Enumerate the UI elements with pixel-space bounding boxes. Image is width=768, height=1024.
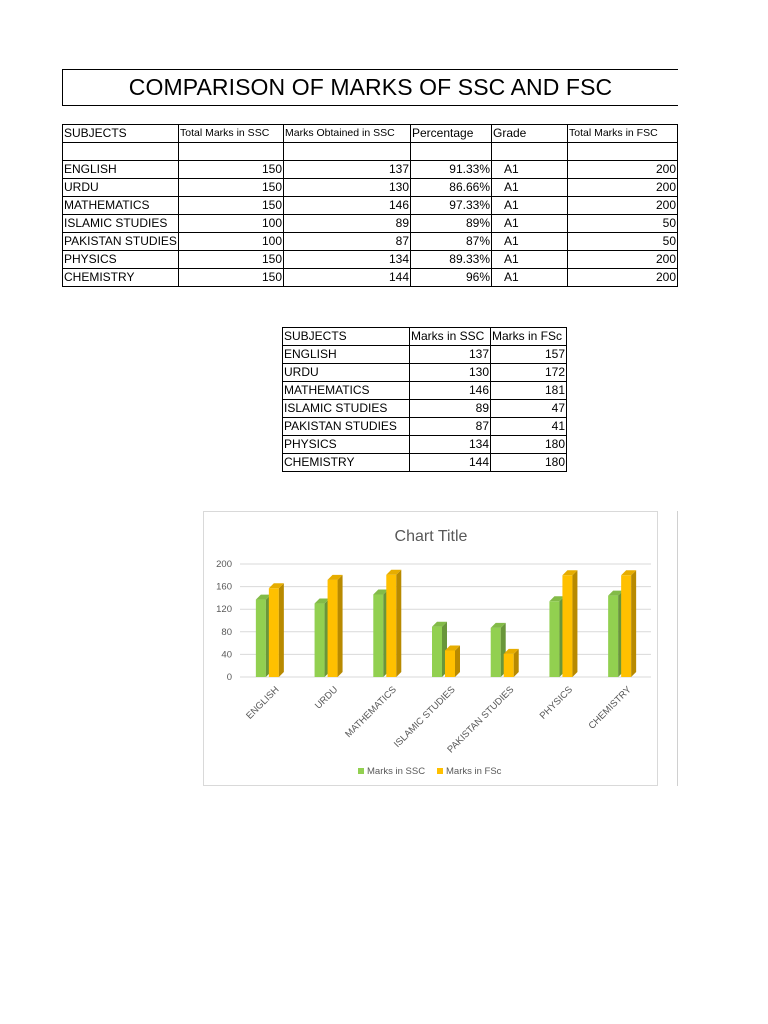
y-tick-label: 200	[216, 559, 232, 570]
x-tick-label: URDU	[313, 684, 341, 712]
chart-container[interactable]	[203, 511, 658, 786]
subject-cell[interactable]: ENGLISH	[283, 346, 410, 364]
table-row	[63, 268, 678, 286]
subject-cell[interactable]: URDU	[63, 178, 179, 196]
empty-cell[interactable]	[179, 143, 284, 161]
x-tick-label: ENGLISH	[244, 684, 282, 722]
total-ssc-cell[interactable]: 150	[179, 160, 284, 178]
bar-chart	[204, 512, 659, 787]
empty-cell[interactable]	[411, 143, 492, 161]
marks-fsc-cell[interactable]: 47	[491, 400, 567, 418]
header-marks-obtained-ssc[interactable]: Marks Obtained in SSC	[284, 125, 411, 143]
chart-title: Chart Title	[394, 528, 468, 545]
marks-ssc-cell[interactable]: 134	[410, 436, 491, 454]
header-total-marks-ssc[interactable]: Total Marks in SSC	[179, 125, 284, 143]
marks-ssc-cell[interactable]: 87	[410, 418, 491, 436]
x-tick-label: CHEMISTRY	[586, 684, 634, 732]
subject-cell[interactable]: MATHEMATICS	[283, 382, 410, 400]
x-tick-label: PHYSICS	[537, 684, 576, 722]
header-grade[interactable]: Grade	[492, 125, 568, 143]
bar-front	[549, 601, 559, 677]
subject-cell[interactable]: ISLAMIC STUDIES	[63, 214, 179, 232]
table-row	[63, 178, 678, 196]
subject-cell[interactable]: PHYSICS	[283, 436, 410, 454]
total-ssc-cell[interactable]: 100	[179, 232, 284, 250]
y-tick-label: 40	[221, 649, 232, 661]
table-row	[63, 160, 678, 178]
bar-front	[315, 604, 325, 677]
table-row	[63, 250, 678, 268]
subject-cell[interactable]: URDU	[283, 364, 410, 382]
grade-cell[interactable]: A1	[492, 232, 568, 250]
x-tick-label: ISLAMIC STUDIES	[391, 684, 458, 750]
bar-front	[328, 580, 338, 677]
sheet-title-box	[62, 69, 678, 106]
bar-ssc	[491, 623, 506, 677]
y-tick-label: 80	[221, 626, 232, 638]
grade-cell[interactable]: A1	[492, 196, 568, 214]
grade-cell[interactable]: A1	[492, 178, 568, 196]
percentage-cell[interactable]: 96%	[411, 268, 492, 286]
bar-fsc	[621, 570, 636, 677]
header-subjects[interactable]: SUBJECTS	[283, 328, 410, 346]
total-ssc-cell[interactable]: 150	[179, 178, 284, 196]
empty-cell[interactable]	[63, 143, 179, 161]
subject-cell[interactable]: CHEMISTRY	[283, 454, 410, 472]
obtained-ssc-cell[interactable]: 87	[284, 232, 411, 250]
bar-side	[396, 570, 401, 677]
percentage-cell[interactable]: 97.33%	[411, 196, 492, 214]
legend-label: Marks in SSC	[367, 766, 426, 777]
bar-ssc	[608, 591, 623, 677]
total-fsc-cell[interactable]: 50	[568, 232, 678, 250]
bar-side	[338, 575, 343, 677]
subject-cell[interactable]: PAKISTAN STUDIES	[283, 418, 410, 436]
marks-ssc-cell[interactable]: 144	[410, 454, 491, 472]
empty-cell[interactable]	[492, 143, 568, 161]
legend-label: Marks in FSc	[446, 766, 502, 777]
subject-cell[interactable]: ISLAMIC STUDIES	[283, 400, 410, 418]
percentage-cell[interactable]: 91.33%	[411, 160, 492, 178]
marks-fsc-cell[interactable]: 180	[491, 454, 567, 472]
chart-legend	[358, 766, 502, 777]
table-row	[283, 400, 567, 418]
y-tick-label: 160	[216, 581, 232, 593]
table-row	[283, 418, 567, 436]
bar-side	[455, 645, 460, 677]
empty-cell[interactable]	[568, 143, 678, 161]
header-subjects[interactable]: SUBJECTS	[63, 125, 179, 143]
marks-ssc-cell[interactable]: 137	[410, 346, 491, 364]
marks-fsc-cell[interactable]: 157	[491, 346, 567, 364]
grade-cell[interactable]: A1	[492, 268, 568, 286]
total-ssc-cell[interactable]: 150	[179, 268, 284, 286]
empty-cell[interactable]	[284, 143, 411, 161]
marks-ssc-cell[interactable]: 89	[410, 400, 491, 418]
obtained-ssc-cell[interactable]: 137	[284, 160, 411, 178]
subject-cell[interactable]: MATHEMATICS	[63, 196, 179, 214]
table-row	[283, 346, 567, 364]
total-fsc-cell[interactable]: 200	[568, 160, 678, 178]
grade-cell[interactable]: A1	[492, 250, 568, 268]
sheet-title: COMPARISON OF MARKS OF SSC AND FSC	[128, 74, 613, 100]
total-fsc-cell[interactable]: 200	[568, 268, 678, 286]
table-row	[63, 232, 678, 250]
percentage-cell[interactable]: 86.66%	[411, 178, 492, 196]
marks-fsc-cell[interactable]: 180	[491, 436, 567, 454]
bar-fsc	[562, 570, 577, 677]
total-fsc-cell[interactable]: 50	[568, 214, 678, 232]
bar-fsc	[386, 570, 401, 677]
obtained-ssc-cell[interactable]: 89	[284, 214, 411, 232]
marks-comparison-table	[62, 124, 678, 287]
bar-front	[386, 575, 396, 677]
bar-side	[631, 570, 636, 677]
marks-ssc-cell[interactable]: 146	[410, 382, 491, 400]
y-tick-label: 120	[216, 604, 232, 616]
marks-fsc-cell[interactable]: 172	[491, 364, 567, 382]
subject-cell[interactable]: PAKISTAN STUDIES	[63, 232, 179, 250]
bar-ssc	[256, 595, 271, 677]
x-tick-label: PAKISTAN STUDIES	[445, 684, 517, 756]
grade-cell[interactable]: A1	[492, 160, 568, 178]
bar-side	[279, 583, 284, 677]
obtained-ssc-cell[interactable]: 130	[284, 178, 411, 196]
header-marks-ssc[interactable]: Marks in SSC	[410, 328, 491, 346]
table-row	[63, 196, 678, 214]
grade-cell[interactable]: A1	[492, 214, 568, 232]
obtained-ssc-cell[interactable]: 134	[284, 250, 411, 268]
bar-front	[445, 650, 455, 677]
chart-edge-divider	[677, 511, 678, 786]
percentage-cell[interactable]: 89.33%	[411, 250, 492, 268]
bar-ssc	[373, 590, 388, 677]
bar-front	[373, 595, 383, 677]
header-marks-fsc[interactable]: Marks in FSc	[491, 328, 567, 346]
total-ssc-cell[interactable]: 150	[179, 250, 284, 268]
subject-cell[interactable]: PHYSICS	[63, 250, 179, 268]
table-header-row	[283, 328, 567, 346]
marks-fsc-cell[interactable]: 181	[491, 382, 567, 400]
table-row	[283, 436, 567, 454]
table-row	[63, 214, 678, 232]
total-fsc-cell[interactable]: 200	[568, 196, 678, 214]
chart-source-table	[282, 327, 567, 472]
bar-fsc	[445, 645, 460, 677]
bar-front	[491, 628, 501, 677]
total-ssc-cell[interactable]: 150	[179, 196, 284, 214]
header-percentage[interactable]: Percentage	[411, 125, 492, 143]
table-row	[283, 382, 567, 400]
bar-ssc	[315, 599, 330, 677]
total-fsc-cell[interactable]: 200	[568, 178, 678, 196]
y-tick-label: 0	[226, 672, 232, 683]
legend-swatch	[437, 768, 443, 774]
table-header-row	[63, 125, 678, 143]
bar-front	[432, 627, 442, 677]
bar-front	[608, 596, 618, 677]
bar-front	[256, 600, 266, 677]
obtained-ssc-cell[interactable]: 146	[284, 196, 411, 214]
total-ssc-cell[interactable]: 100	[179, 214, 284, 232]
bar-fsc	[504, 649, 519, 677]
bar-front	[621, 575, 631, 677]
subject-cell[interactable]: ENGLISH	[63, 160, 179, 178]
percentage-cell[interactable]: 89%	[411, 214, 492, 232]
percentage-cell[interactable]: 87%	[411, 232, 492, 250]
x-tick-label: MATHEMATICS	[343, 684, 399, 741]
legend-swatch	[358, 768, 364, 774]
bar-ssc	[549, 596, 564, 677]
bar-front	[269, 588, 279, 677]
empty-row	[63, 143, 678, 161]
bar-front	[504, 654, 514, 677]
bar-fsc	[328, 575, 343, 677]
total-fsc-cell[interactable]: 200	[568, 250, 678, 268]
subject-cell[interactable]: CHEMISTRY	[63, 268, 179, 286]
bar-side	[572, 570, 577, 677]
marks-ssc-cell[interactable]: 130	[410, 364, 491, 382]
table-row	[283, 454, 567, 472]
bar-front	[562, 575, 572, 677]
obtained-ssc-cell[interactable]: 144	[284, 268, 411, 286]
table-row	[283, 364, 567, 382]
header-total-marks-fsc[interactable]: Total Marks in FSC	[568, 125, 678, 143]
bar-ssc	[432, 622, 447, 677]
bar-fsc	[269, 583, 284, 677]
marks-fsc-cell[interactable]: 41	[491, 418, 567, 436]
